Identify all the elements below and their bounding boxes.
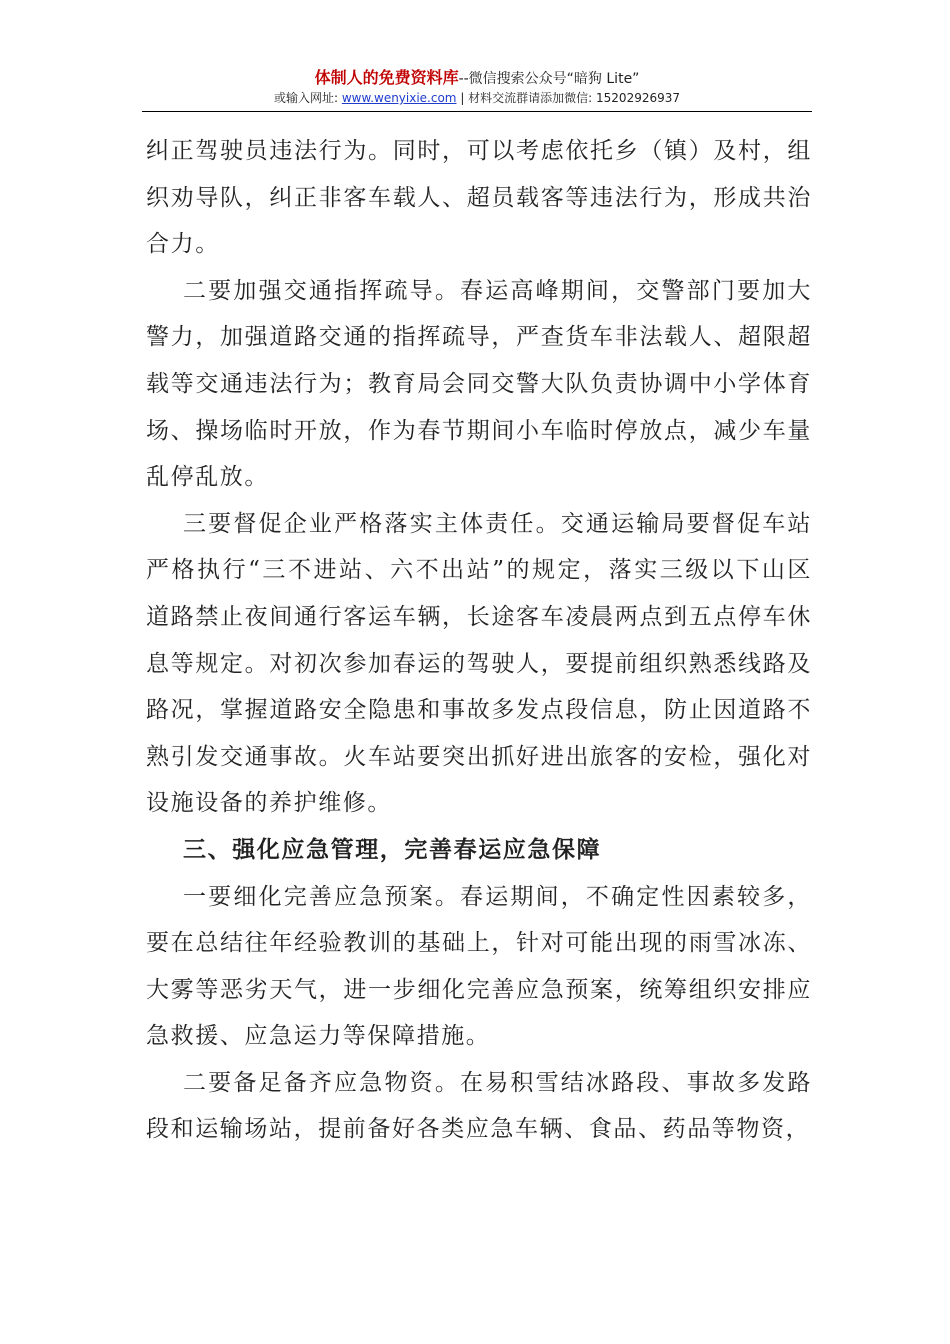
header-contact-line <box>142 89 812 107</box>
paragraph-emergency-plan: 一要细化完善应急预案。春运期间，不确定性因素较多，要在总结往年经验教训的基础上，针对可能出现的雨雪冰冻、大雾等恶劣天气，进一步细化完善应急预案，统筹组织安排应急救援、应急运力等保障措施。 <box>146 883 812 1050</box>
header-group-note: | 材料交流群请添加微信: 15202926937 <box>456 91 681 105</box>
paragraph-traffic-guidance: 二要加强交通指挥疏导。春运高峰期间，交警部门要加大警力，加强道路交通的指挥疏导，严查货车非法载人、超限超载等交通违法行为；教育局会同交警大队负责协调中小学体育场、操场临时开放，作为春节期间小车临时停放点，减少车量乱停乱放。 <box>146 277 812 491</box>
header-promo-line <box>142 68 812 89</box>
document-body <box>146 128 812 1153</box>
header-divider <box>142 111 812 112</box>
header-wechat-note: --微信搜索公众号“暗狗 Lite” <box>458 71 640 87</box>
header-url-label: 或输入网址: <box>273 91 342 105</box>
paragraph-emergency-supplies: 二要备足备齐应急物资。在易积雪结冰路段、事故多发路段和运输场站，提前备好各类应急车辆、食品、药品等物资， <box>146 1069 812 1143</box>
paragraph-continuation: 纠正驾驶员违法行为。同时，可以考虑依托乡（镇）及村，组织劝导队，纠正非客车载人、超员载客等违法行为，形成共治合力。 <box>146 138 812 258</box>
header-brand: 体制人的免费资料库 <box>314 68 459 87</box>
section-heading-emergency: 三、强化应急管理，完善春运应急保障 <box>183 836 602 863</box>
paragraph-enterprise-responsibility: 三要督促企业严格落实主体责任。交通运输局要督促车站严格执行“三不进站、六不出站”的规定，落实三级以下山区道路禁止夜间通行客运车辆，长途客车凌晨两点到五点停车休息等规定。对初次参加春运的驾驶人，要提前组织熟悉线路及路况，掌握道路安全隐患和事故多发点段信息，防止因道路不熟引发交通事故。火车站要突出抓好进出旅客的安检，强化对设施设备的养护维修。 <box>146 510 812 817</box>
page-header <box>142 68 812 107</box>
header-url-link[interactable]: www.wenyixie.com <box>341 91 457 105</box>
